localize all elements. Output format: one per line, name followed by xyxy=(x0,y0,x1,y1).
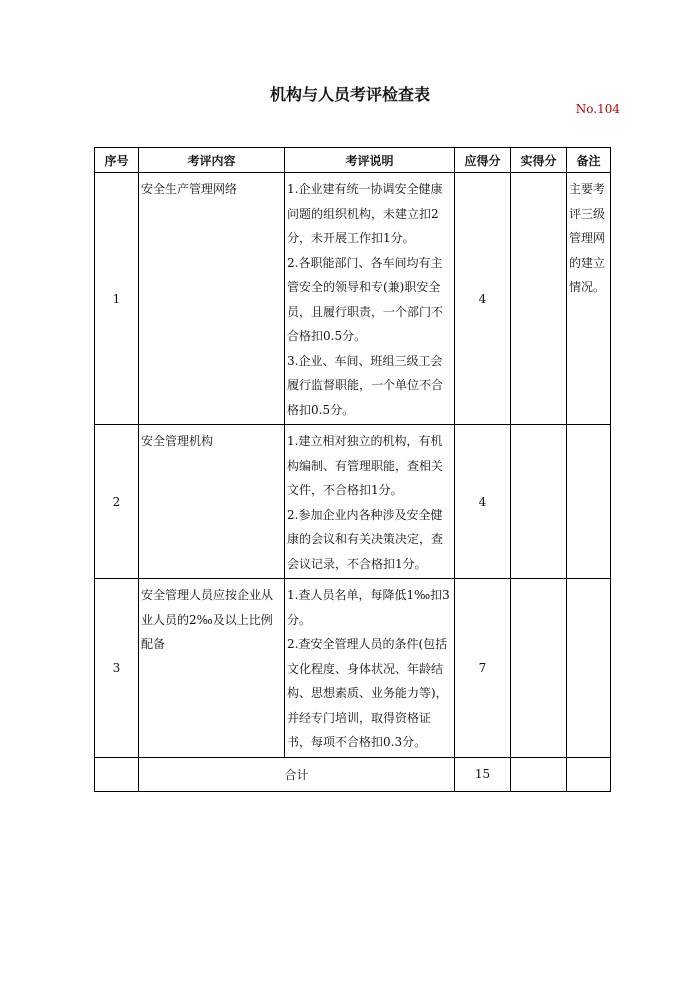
row-content-text: 安全管理机构 xyxy=(141,434,214,448)
header-actual: 实得分 xyxy=(511,148,567,173)
header-score: 应得分 xyxy=(455,148,511,173)
total-note-empty xyxy=(567,757,611,791)
row-content xyxy=(139,579,285,758)
row-desc xyxy=(285,173,455,425)
table-row xyxy=(95,579,611,758)
desc-item: 1.建立相对独立的机构，有机构编制、有管理职能，查相关文件，不合格扣1分。 xyxy=(287,434,444,497)
row-note-text xyxy=(567,425,610,431)
desc-item: 2.查安全管理人员的条件(包括文化程度、身体状况、年龄结构、思想素质、业务能力等)，并经专门培训，取得资格证书，每项不合格扣0.3分。 xyxy=(287,637,448,749)
row-score: 7 xyxy=(455,579,511,758)
row-score: 4 xyxy=(455,425,511,579)
table-row xyxy=(95,173,611,425)
row-content xyxy=(139,173,285,425)
row-actual-input[interactable] xyxy=(511,579,567,758)
total-actual-input[interactable] xyxy=(511,757,567,791)
row-note xyxy=(567,173,611,425)
desc-item: 1.企业建有统一协调安全健康问题的组织机构，未建立扣2分，未开展工作扣1分。 xyxy=(287,182,443,245)
header-seq: 序号 xyxy=(95,148,139,173)
table-header-row xyxy=(95,148,611,173)
row-seq: 3 xyxy=(95,579,139,758)
total-label: 合计 xyxy=(139,757,455,791)
row-seq: 1 xyxy=(95,173,139,425)
row-desc xyxy=(285,579,455,758)
desc-item: 1.查人员名单，每降低1‰扣3分。 xyxy=(287,588,450,627)
row-note-text xyxy=(567,579,610,585)
row-score: 4 xyxy=(455,173,511,425)
row-note-text: 主要考评三级管理网的建立情况。 xyxy=(569,182,606,294)
row-note xyxy=(567,579,611,758)
page-title: 机构与人员考评检查表 xyxy=(269,85,430,104)
header-desc: 考评说明 xyxy=(285,148,455,173)
row-desc xyxy=(285,425,455,579)
inspection-table xyxy=(94,147,611,792)
header-content: 考评内容 xyxy=(139,148,285,173)
total-seq-empty xyxy=(95,757,139,791)
desc-item: 2.参加企业内各种涉及安全健康的会议和有关决策决定，查会议记录，不合格扣1分。 xyxy=(287,507,444,571)
row-seq: 2 xyxy=(95,425,139,579)
desc-item: 2.各职能部门、各车间均有主管安全的领导和专(兼)职安全员，且履行职责，一个部门不合格扣0.5分。 xyxy=(287,255,444,343)
row-actual-input[interactable] xyxy=(511,425,567,579)
header-note: 备注 xyxy=(567,148,611,173)
row-content-text: 安全管理人员应按企业从业人员的2‰及以上比例配备 xyxy=(141,588,274,651)
row-note xyxy=(567,425,611,579)
row-actual-input[interactable] xyxy=(511,173,567,425)
desc-item: 3.企业、车间、班组三级工会履行监督职能，一个单位不合格扣0.5分。 xyxy=(287,353,444,417)
total-score: 15 xyxy=(455,757,511,791)
row-content-text: 安全生产管理网络 xyxy=(141,182,238,196)
row-content xyxy=(139,425,285,579)
document-number: No.104 xyxy=(575,102,620,116)
total-row xyxy=(95,757,611,791)
table-row xyxy=(95,425,611,579)
